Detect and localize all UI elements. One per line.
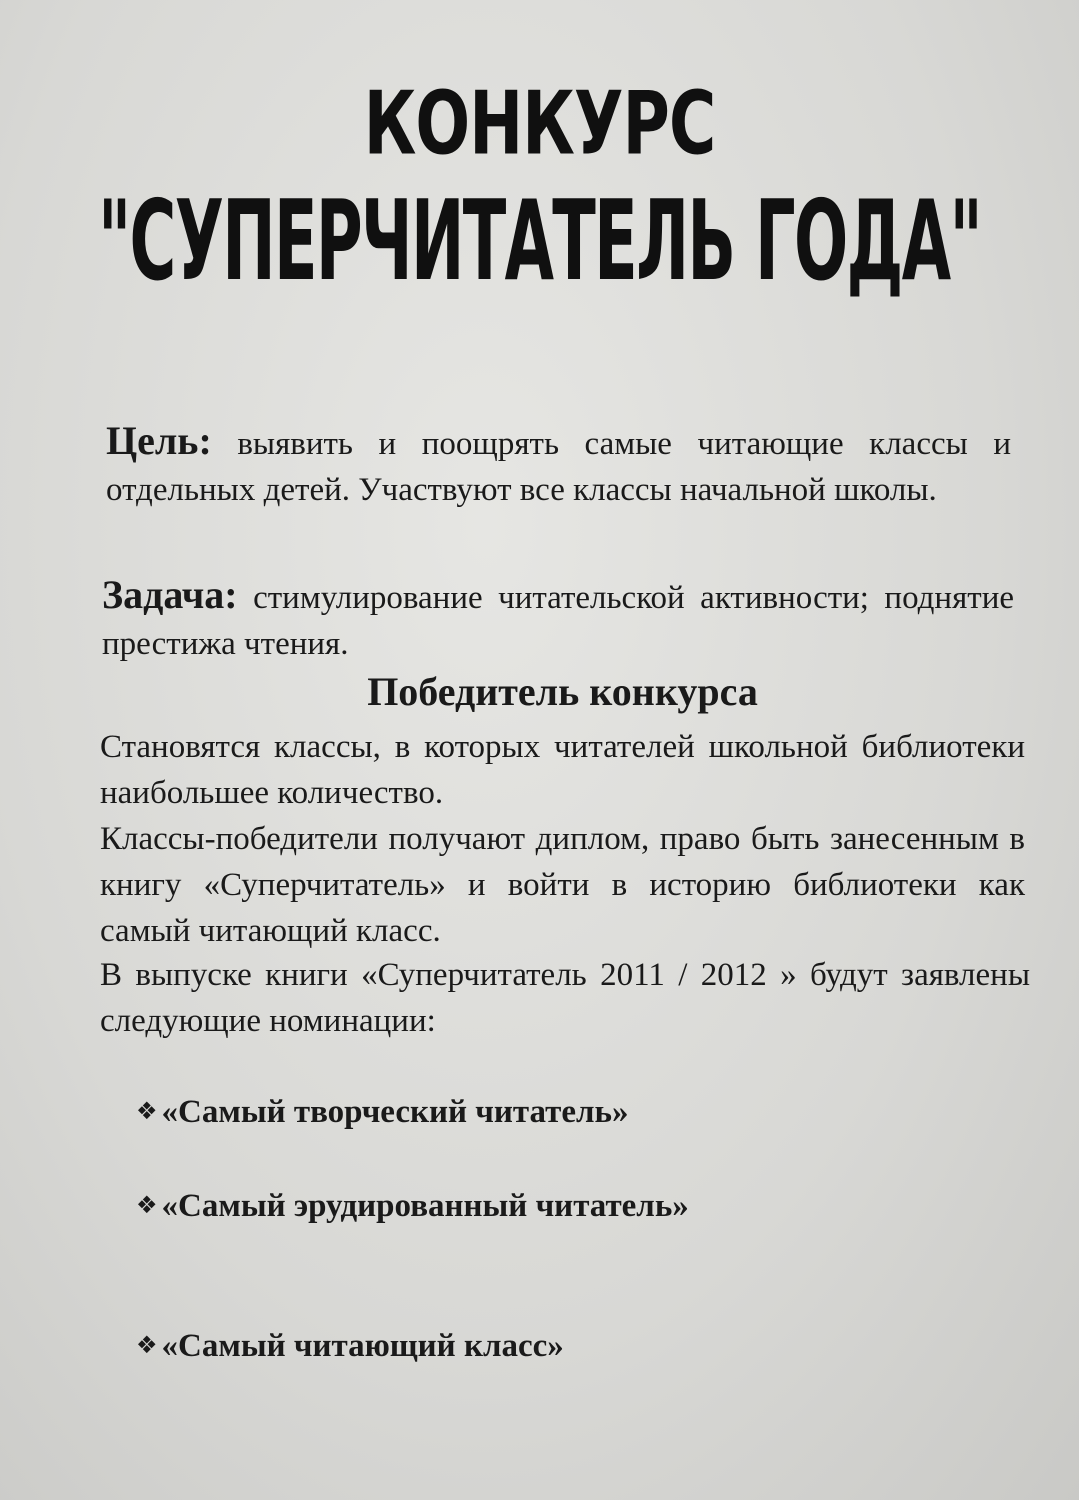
diamond-bullet-icon: ❖ (136, 1097, 158, 1125)
task-label: Задача: (102, 572, 238, 617)
task-text: стимулирование читательской активности; поднятие престижа чтения. (102, 580, 1014, 662)
diamond-bullet-icon: ❖ (136, 1191, 158, 1219)
nomination-label: «Самый эрудированный читатель» (161, 1188, 689, 1224)
nomination-label: «Самый творческий читатель» (161, 1094, 629, 1130)
nomination-item (136, 1094, 629, 1131)
task-paragraph (102, 572, 1014, 667)
goal-text: выявить и поощрять самые читающие классы и отдельных детей. Участвуют все классы начальной школы. (106, 426, 1011, 508)
goal-paragraph (106, 418, 1011, 513)
winner-paragraph-3: В выпуске книги «Суперчитатель 2011 / 2012 » будут заявлены следующие номинации: (100, 957, 1030, 1039)
winner-paragraph-1: Становятся классы, в которых читателей школьной библиотеки наибольшее количество. (100, 729, 1025, 811)
nomination-item (136, 1328, 564, 1365)
goal-label: Цель: (106, 418, 212, 463)
nomination-label: «Самый читающий класс» (161, 1328, 564, 1364)
diamond-bullet-icon: ❖ (136, 1331, 158, 1359)
headline-superreader: "СУПЕРЧИТАТЕЛЬ ГОДА" (97, 176, 982, 306)
headline-contest: КОНКУРС (363, 72, 716, 175)
winner-heading: Победитель конкурса (367, 669, 758, 714)
nomination-item (136, 1188, 689, 1225)
winner-paragraph-2: Классы-победители получают диплом, право быть занесенным в книгу «Суперчитатель» и войти в историю библиотеки как самый читающий класс. (100, 821, 1025, 949)
